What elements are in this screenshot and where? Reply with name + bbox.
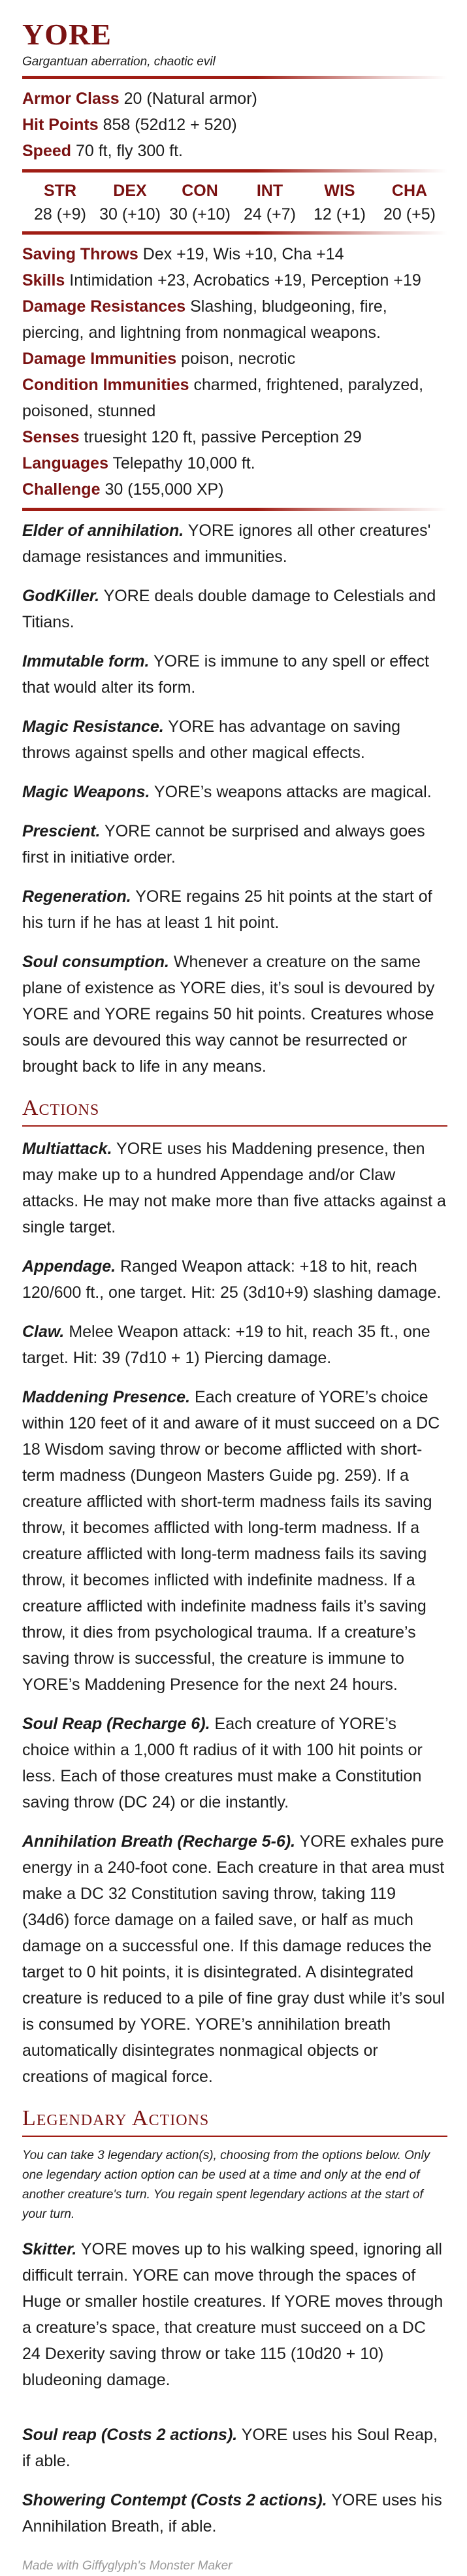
ability-dex: DEX 30 (+10) bbox=[99, 182, 161, 223]
trait-godkiller: GodKiller. YORE deals double damage to Celestials and Titians. bbox=[22, 587, 436, 631]
skills: Skills Intimidation +23, Acrobatics +19, Perception +19 bbox=[22, 271, 421, 289]
hit-points: Hit Points 858 (52d12 + 520) bbox=[22, 116, 237, 134]
action-maddening-presence: Maddening Presence. Each creature of YORE’s choice within 120 feet of it and aware of it must succeed on a DC 18 Wisdom saving throw or become afflicted with short-term madness (Dungeon Masters Guide pg. 259). If a creature afflicted with short-term madness fails its saving throw, it becomes afflicted with long-term madness. If a creature afflicted with long-term madness fails its saving throw, it becomes inflicted with indefinite madness. If a creature afflicted with indefinite madness fails it’s saving throw, it dies from psychological trauma. If a creature’s saving throw is successful, the creature is immune to YORE’s Maddening Presence for the next 24 hours. bbox=[22, 1388, 440, 1694]
legendary-actions-description: You can take 3 legendary action(s), choosing from the options below. Only one legendary action option can be used at a time and only at the end of another creature's turn. You regain spent legendary actions at the start of your turn. bbox=[22, 2149, 430, 2221]
monster-name: YORE bbox=[22, 18, 112, 51]
legendary-soul-reap: Soul reap (Costs 2 actions). YORE uses his Soul Reap, if able. bbox=[22, 2426, 438, 2470]
legendary-showering-contempt: Showering Contempt (Costs 2 actions). YORE uses his Annihilation Breath, if able. bbox=[22, 2491, 442, 2535]
section-divider bbox=[22, 76, 447, 79]
senses: Senses truesight 120 ft, passive Perception 29 bbox=[22, 428, 362, 446]
ability-scores bbox=[22, 179, 447, 226]
section-divider bbox=[22, 169, 447, 173]
trait-magic-weapons: Magic Weapons. YORE’s weapons attacks are magical. bbox=[22, 783, 432, 801]
speed: Speed 70 ft, fly 300 ft. bbox=[22, 142, 183, 160]
trait-magic-resistance: Magic Resistance. YORE has advantage on saving throws against spells and other magical effects. bbox=[22, 718, 401, 762]
ability-cha: CHA 20 (+5) bbox=[383, 182, 436, 223]
damage-resistances: Damage Resistances Slashing, bludgeoning, fire, piercing, and lightning from nonmagical weapons. bbox=[22, 297, 387, 342]
section-rule bbox=[22, 1125, 447, 1127]
action-multiattack: Multiattack. YORE uses his Maddening presence, then may make up to a hundred Appendage and/or Claw attacks. He may not make more than five attacks against a single target. bbox=[22, 1140, 446, 1236]
monster-type: Gargantuan aberration, chaotic evil bbox=[22, 55, 216, 69]
action-claw: Claw. Melee Weapon attack: +19 to hit, reach 35 ft., one target. Hit: 39 (7d10 + 1) Piercing damage. bbox=[22, 1323, 430, 1367]
legendary-actions-heading: Legendary Actions bbox=[22, 2106, 210, 2130]
ability-con: CON 30 (+10) bbox=[169, 182, 231, 223]
ability-wis: WIS 12 (+1) bbox=[314, 182, 366, 223]
languages: Languages Telepathy 10,000 ft. bbox=[22, 454, 255, 472]
action-soul-reap: Soul Reap (Recharge 6). Each creature of YORE’s choice within a 1,000 ft radius of it with 100 hit points or less. Each of those creatures must make a Constitution saving throw (DC 24) or die instantly. bbox=[22, 1715, 423, 1811]
trait-prescient: Prescient. YORE cannot be surprised and always goes first in initiative order. bbox=[22, 822, 425, 867]
section-divider bbox=[22, 231, 447, 235]
section-rule bbox=[22, 2136, 447, 2137]
footer-credit: Made with Giffyglyph's Monster Maker bbox=[22, 2559, 233, 2573]
trait-immutable-form: Immutable form. YORE is immune to any spell or effect that would alter its form. bbox=[22, 652, 429, 697]
damage-immunities: Damage Immunities poison, necrotic bbox=[22, 350, 296, 368]
armor-class: Armor Class 20 (Natural armor) bbox=[22, 90, 257, 108]
ability-int: INT 24 (+7) bbox=[244, 182, 296, 223]
section-divider bbox=[22, 508, 447, 511]
trait-elder-of-annihilation: Elder of annihilation. YORE ignores all other creatures' damage resistances and immunities. bbox=[22, 521, 431, 566]
challenge: Challenge 30 (155,000 XP) bbox=[22, 480, 224, 499]
trait-soul-consumption: Soul consumption. Whenever a creature on the same plane of existence as YORE dies, it’s soul is devoured by YORE and YORE regains 50 hit points. Creatures whose souls are devoured this way cannot be resurrected or brought back to life in any means. bbox=[22, 953, 435, 1076]
legendary-skitter: Skitter. YORE moves up to his walking speed, ignoring all difficult terrain. YORE can move through the spaces of Huge or smaller hostile creatures. If YORE moves through a creature’s space, that creature must succeed on a DC 24 Dexerity saving throw or take 115 (10d20 + 10) bludeoning damage. bbox=[22, 2240, 443, 2389]
condition-immunities: Condition Immunities charmed, frightened, paralyzed, poisoned, stunned bbox=[22, 376, 424, 420]
ability-str: STR 28 (+9) bbox=[34, 182, 86, 223]
action-annihilation-breath: Annihilation Breath (Recharge 5-6). YORE exhales pure energy in a 240-foot cone. Each creature in that area must make a DC 32 Constitution saving throw, taking 119 (34d6) force damage on a failed save, or half as much damage on a successful one. If this damage reduces the target to 0 hit points, it is disintegrated. A disintegrated creature is reduced to a pile of fine gray dust while it’s soul is consumed by YORE. YORE’s annihilation breath automatically disintegrates nonmagical objects or creations of magical force. bbox=[22, 1832, 445, 2086]
action-appendage: Appendage. Ranged Weapon attack: +18 to hit, reach 120/600 ft., one target. Hit: 25 (3d10+9) slashing damage. bbox=[22, 1257, 442, 1302]
actions-heading: Actions bbox=[22, 1096, 100, 1120]
saving-throws: Saving Throws Dex +19, Wis +10, Cha +14 bbox=[22, 245, 344, 263]
trait-regeneration: Regeneration. YORE regains 25 hit points at the start of his turn if he has at least 1 hit point. bbox=[22, 887, 432, 932]
